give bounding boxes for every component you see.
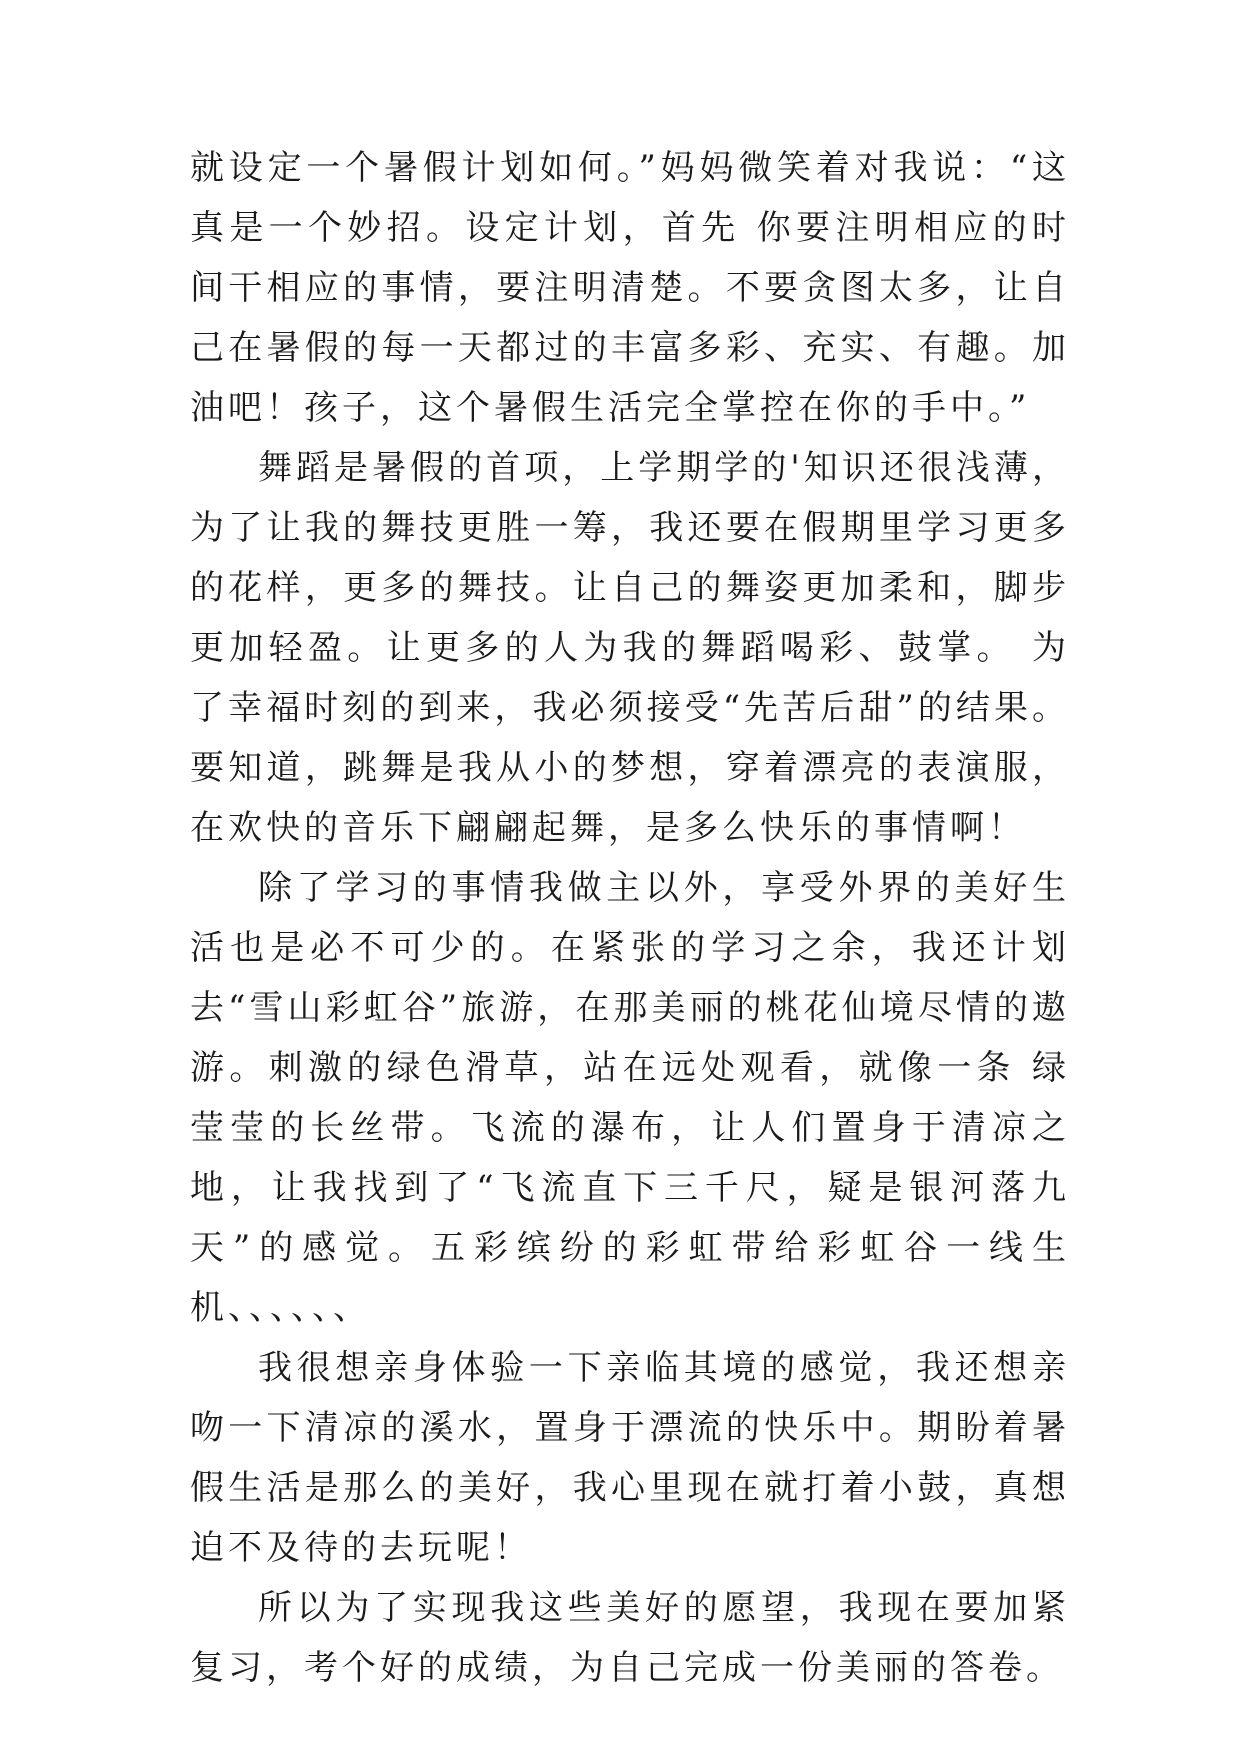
paragraph-continuation: 就设定一个暑假计划如何。”妈妈微笑着对我说：“这真是一个妙招。设定计划，首先 你要注明相应的时间干相应的事情，要注明清楚。不要贪图太多，让自己在暑假的每一天都过的丰富多彩、充实、有趣。加油吧！孩子，这个暑假生活完全掌控在你的手中。” xyxy=(190,148,1070,428)
paragraph-dance: 舞蹈是暑假的首项，上学期学的'知识还很浅薄，为了让我的舞技更胜一筹，我还要在假期里学习更多的花样，更多的舞技。让自己的舞姿更加柔和，脚步更加轻盈。让更多的人为我的舞蹈喝彩、鼓掌。 为了幸福时刻的到来，我必须接受“先苦后甜”的结果。要知道，跳舞是我从小的梦想，穿着漂亮的表演服，在欢快的音乐下翩翩起舞，是多么快乐的事情啊！ xyxy=(190,448,1070,848)
paragraph-travel: 除了学习的事情我做主以外，享受外界的美好生活也是必不可少的。在紧张的学习之余，我还计划去“雪山彩虹谷”旅游，在那美丽的桃花仙境尽情的遨游。刺激的绿色滑草，站在远处观看，就像一条 绿莹莹的长丝带。飞流的瀑布，让人们置身于清凉之地，让我找到了“飞流直下三千尺，疑是银河落九天”的感觉。五彩缤纷的彩虹带给彩虹谷一线生机、、、、、、 xyxy=(190,868,1070,1328)
paragraph-experience: 我很想亲身体验一下亲临其境的感觉，我还想亲吻一下清凉的溪水，置身于漂流的快乐中。期盼着暑假生活是那么的美好，我心里现在就打着小鼓，真想迫不及待的去玩呢！ xyxy=(190,1348,1070,1568)
document-body xyxy=(190,138,1070,1698)
paragraph-conclusion: 所以为了实现我这些美好的愿望，我现在要加紧复习，考个好的成绩，为自己完成一份美丽的答卷。 xyxy=(190,1588,1070,1688)
